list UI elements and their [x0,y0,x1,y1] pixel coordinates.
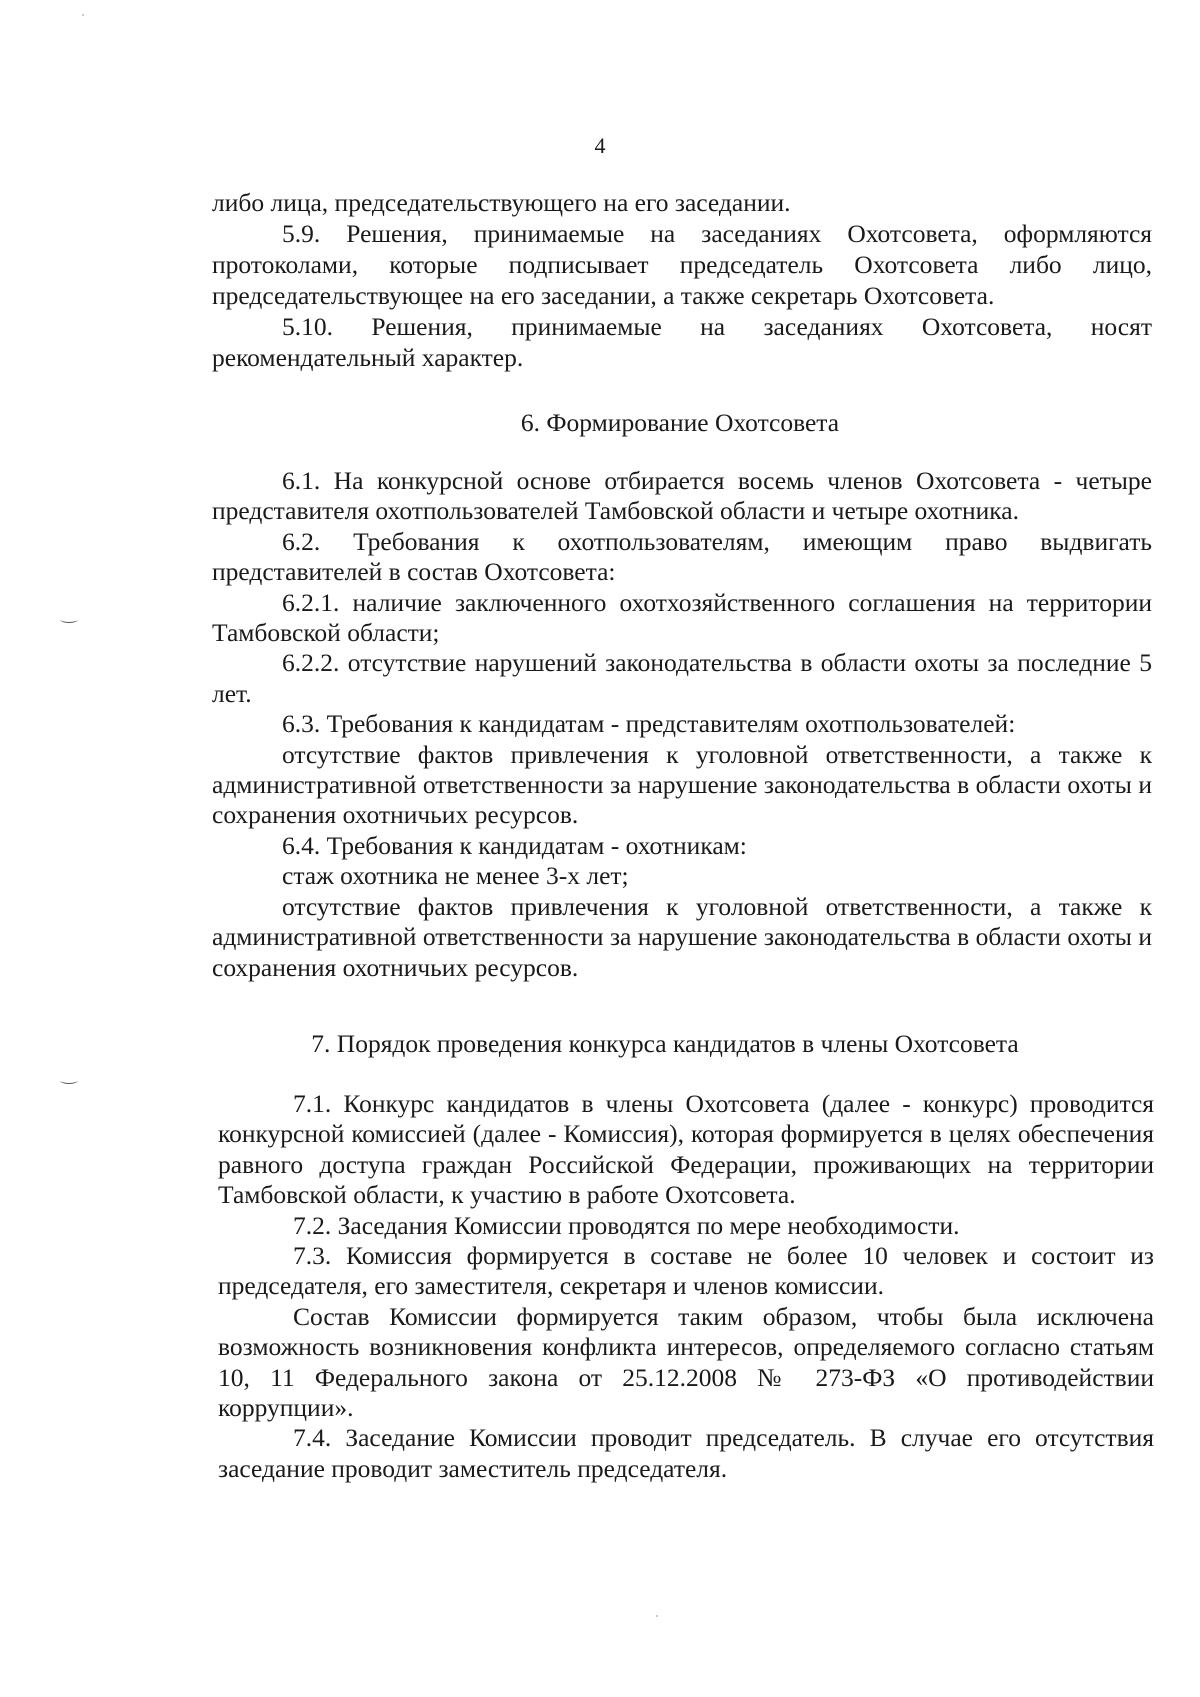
paragraph-7-2: 7.2. Заседания Комиссии проводятся по мере необходимости. [293,1210,960,1240]
section-6-heading: 6. Формирование Охотсовета [520,408,840,437]
paragraph-6-2-2: 6.2.2. отсутствие нарушений законодательства в области охоты за последние 5 лет. [212,648,1152,708]
paragraph-6-2: 6.2. Требования к охотпользователям, имеющим право выдвигать представителей в состав Охотсовета: [212,526,1152,587]
scan-hole-mark [60,616,78,623]
paragraph-6-4: 6.4. Требования к кандидатам - охотникам: [282,830,747,860]
section-5-continuation [212,187,1152,373]
section-6-body [212,466,1152,983]
paragraph-6-1: 6.1. На конкурсной основе отбирается восемь членов Охотсовета - четыре представителя охотпользователей Тамбовской области и четыре охотника. [212,466,1152,526]
page-number: 4 [594,133,606,158]
paragraph-5-9: 5.9. Решения, принимаемые на заседаниях Охотсовета, оформляются протоколами, которые подписывает председатель Охотсовета либо лицо, председательствующее на его заседании, а также секретарь Охотсовета. [212,219,1152,310]
paragraph-6-3: 6.3. Требования к кандидатам - представителям охотпользователей: [282,709,1016,739]
paragraph: либо лица, председательствующего на его заседании. [212,188,791,217]
scan-speck [656,1615,658,1617]
scan-hole-mark [60,1077,78,1084]
paragraph-6-3-text: отсутствие фактов привлечения к уголовной ответственности, а также к административной ответственности за нарушение законодательства в области охоты и сохранения охотничьих ресурсов. [212,739,1152,830]
paragraph-7-1: 7.1. Конкурс кандидатов в члены Охотсовета (далее - конкурс) проводится конкурсной комиссией (далее - Комиссия), которая формируется в целях обеспечения равного доступа граждан Российской Федерации, проживающих на территории Тамбовской области, к участию в работе Охотсовета. [218,1089,1154,1210]
section-7-heading: 7. Порядок проведения конкурса кандидатов в члены Охотсовета [311,1029,1019,1058]
paragraph-6-2-1: 6.2.1. наличие заключенного охотхозяйственного соглашения на территории Тамбовской области; [212,587,1152,648]
paragraph-6-4-text: отсутствие фактов привлечения к уголовной ответственности, а также к административной ответственности за нарушение законодательства в области охоты и сохранения охотничьих ресурсов. [212,891,1152,982]
section-7-body [218,1089,1154,1484]
paragraph-6-4-experience: стаж охотника не менее 3-х лет; [282,861,629,891]
paragraph-7-3: 7.3. Комиссия формируется в составе не более 10 человек и состоит из председателя, его заместителя, секретаря и членов комиссии. [218,1241,1154,1301]
scan-speck [82,14,84,16]
paragraph-7-3-composition: Состав Комиссии формируется таким образом, чтобы была исключена возможность возникновения конфликта интересов, определяемого согласно статьям 10, 11 Федерального закона от 25.12.2008 № 273-ФЗ «О противодействии коррупции». [218,1301,1154,1423]
paragraph-5-10: 5.10. Решения, принимаемые на заседаниях Охотсовета, носят рекомендательный характер. [212,312,1152,372]
paragraph-7-4: 7.4. Заседание Комиссии проводит председатель. В случае его отсутствия заседание проводит заместитель председателя. [218,1423,1154,1483]
